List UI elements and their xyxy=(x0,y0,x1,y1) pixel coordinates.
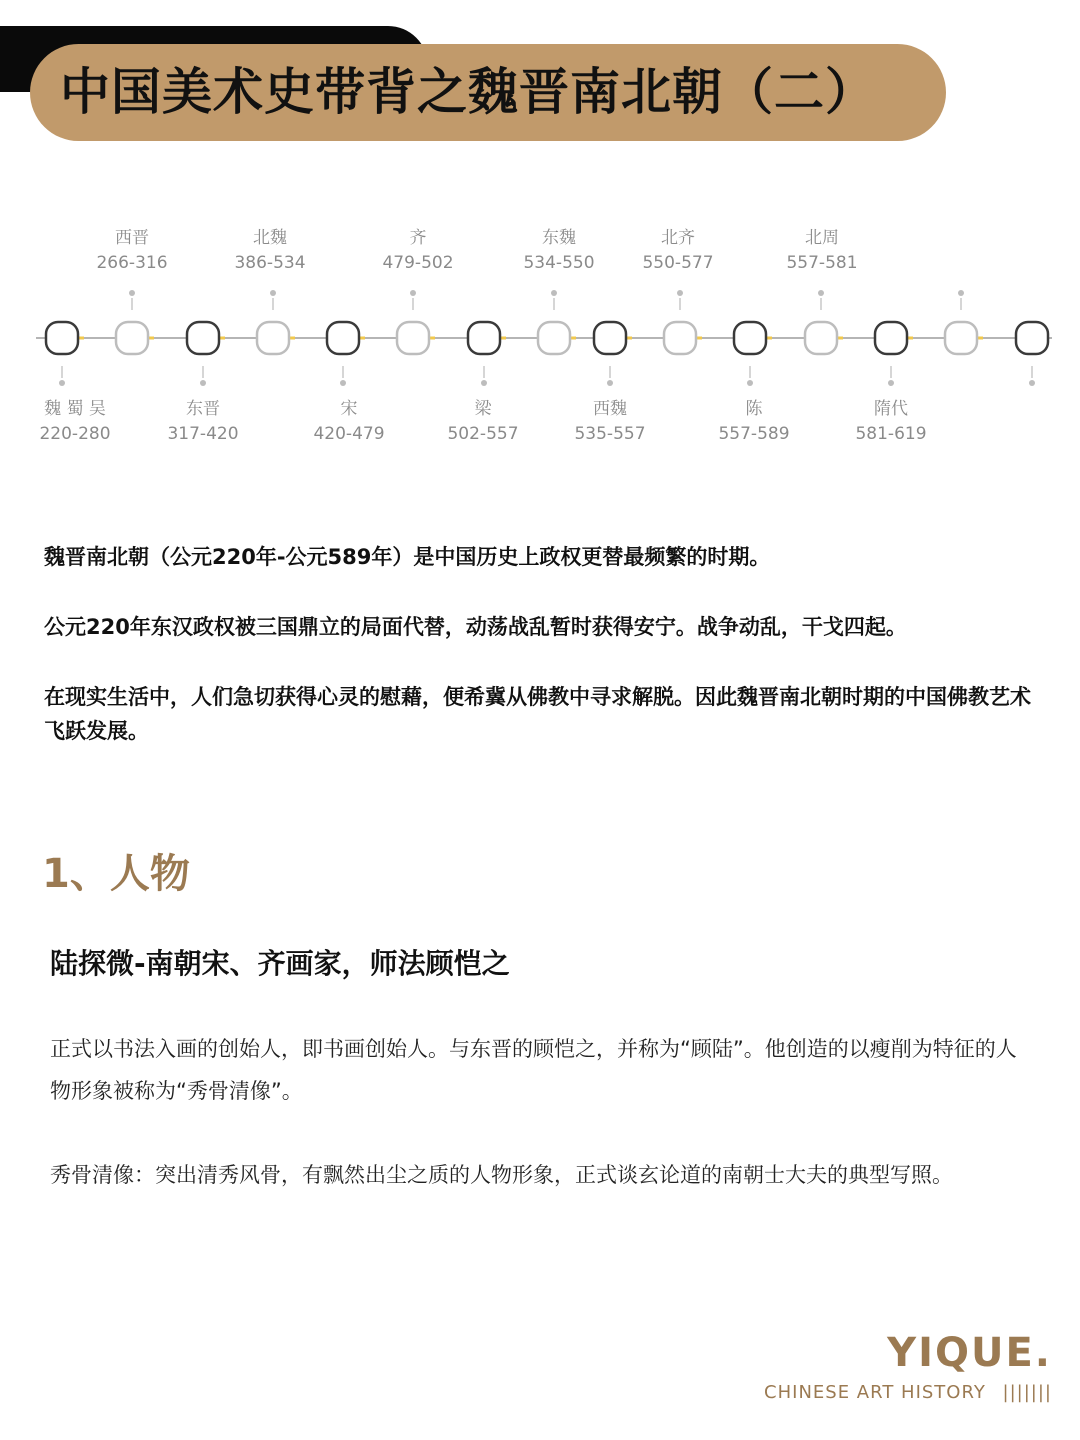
timeline-node-dark xyxy=(875,322,907,354)
timeline-dot xyxy=(340,380,346,386)
timeline-node-light xyxy=(945,322,977,354)
timeline-label-beiqi: 北齐 550-577 xyxy=(642,228,714,273)
brand-bars: ||||||| xyxy=(1002,1382,1052,1403)
timeline-label-dongwei: 东魏 534-550 xyxy=(523,228,595,273)
timeline-dot xyxy=(888,380,894,386)
timeline-dot xyxy=(551,290,557,296)
intro-paragraph-3: 在现实生活中，人们急切获得心灵的慰藉，便希冀从佛教中寻求解脱。因此魏晋南北朝时期的中国佛教艺术飞跃发展。 xyxy=(44,685,1031,743)
timeline-node-dark xyxy=(46,322,78,354)
timeline-node-dark xyxy=(594,322,626,354)
dynasty-timeline xyxy=(0,220,1080,460)
brand-subtitle-text: CHINESE ART HISTORY xyxy=(764,1382,986,1403)
intro-paragraph-1: 魏晋南北朝（公元220年-公元589年）是中国历史上政权更替最频繁的时期。 xyxy=(44,545,771,569)
timeline-label-dongjin: 东晋 317-420 xyxy=(167,399,239,444)
timeline-dot xyxy=(607,380,613,386)
timeline-node-dark xyxy=(468,322,500,354)
timeline-dot xyxy=(1029,380,1035,386)
style-definition: 秀骨清像：突出清秀风骨，有飘然出尘之质的人物形象，正式谈玄论道的南朝士大夫的典型写照。 xyxy=(50,1163,953,1187)
timeline-dot xyxy=(481,380,487,386)
timeline-node-light xyxy=(664,322,696,354)
timeline-label-song: 宋 420-479 xyxy=(313,399,385,444)
brand-subtitle xyxy=(764,1380,1052,1406)
timeline-dot xyxy=(129,290,135,296)
timeline-label-beiwei: 北魏 386-534 xyxy=(234,228,306,273)
artist-description: 正式以书法入画的创始人，即书画创始人。与东晋的顾恺之，并称为“顾陆”。他创造的以瘦削为特征的人物形象被称为“秀骨清像”。 xyxy=(50,1037,1017,1103)
brand-block xyxy=(764,1330,1052,1406)
timeline-dot xyxy=(410,290,416,296)
timeline-dot xyxy=(958,290,964,296)
timeline-node-light xyxy=(397,322,429,354)
timeline-label-xijin: 西晋 266-316 xyxy=(96,228,168,273)
timeline-node-light xyxy=(116,322,148,354)
intro-section xyxy=(44,540,1034,748)
timeline-label-sui: 隋代 581-619 xyxy=(855,399,927,444)
intro-paragraph-2: 公元220年东汉政权被三国鼎立的局面代替，动荡战乱暂时获得安宁。战争动乱，干戈四起。 xyxy=(44,615,907,639)
timeline-label-beizhou: 北周 557-581 xyxy=(786,228,858,273)
timeline-label-sanguo: 魏 蜀 吴 220-280 xyxy=(39,399,111,444)
timeline-node-dark xyxy=(187,322,219,354)
timeline-dot xyxy=(818,290,824,296)
section-heading: 1、人物 xyxy=(42,851,190,897)
timeline-label-chen: 陈 557-589 xyxy=(718,399,790,444)
timeline-dot xyxy=(59,380,65,386)
timeline-label-xiwei: 西魏 535-557 xyxy=(574,399,646,444)
timeline-label-liang: 梁 502-557 xyxy=(447,399,519,444)
timeline-node-dark xyxy=(327,322,359,354)
timeline-dot xyxy=(200,380,206,386)
timeline-dot xyxy=(747,380,753,386)
artist-subheading: 陆探微-南朝宋、齐画家，师法顾恺之 xyxy=(50,947,510,980)
timeline-dot xyxy=(677,290,683,296)
brand-logo-text: YIQUE. xyxy=(887,1330,1052,1376)
timeline-node-dark xyxy=(1016,322,1048,354)
timeline-label-qi: 齐 479-502 xyxy=(382,228,454,273)
timeline-node-light xyxy=(805,322,837,354)
timeline-dot xyxy=(270,290,276,296)
page-title: 中国美术史带背之魏晋南北朝（二） xyxy=(60,63,876,121)
timeline-node-light xyxy=(257,322,289,354)
timeline-node-dark xyxy=(734,322,766,354)
timeline-node-light xyxy=(538,322,570,354)
